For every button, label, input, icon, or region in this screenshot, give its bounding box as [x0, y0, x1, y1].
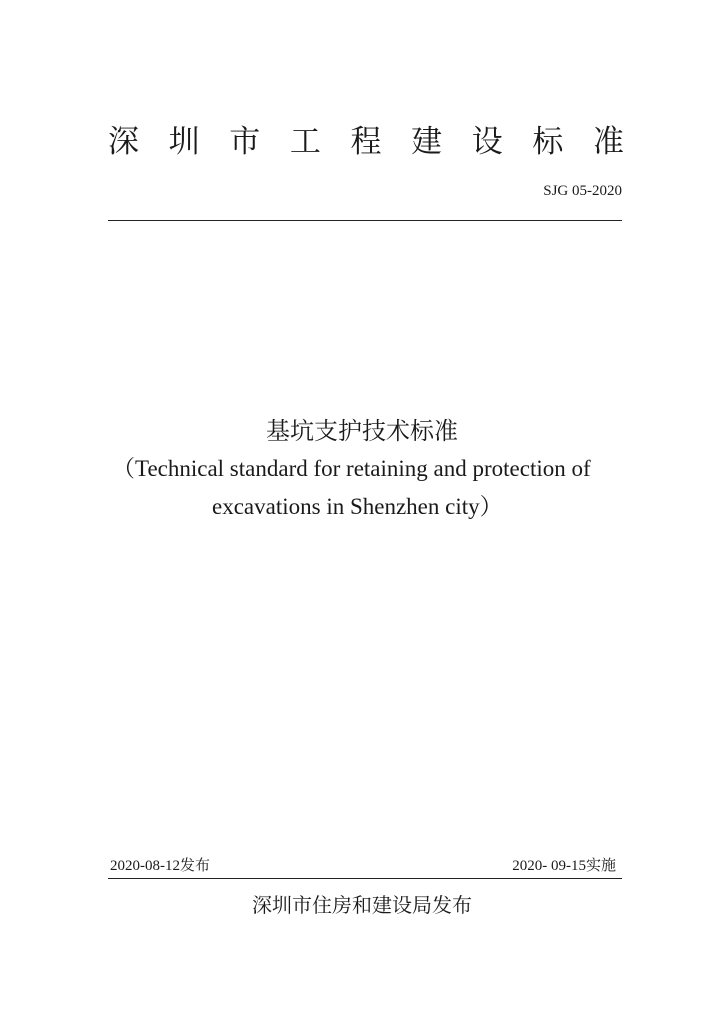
- series-title-char: 工: [289, 124, 321, 160]
- series-title-char: 建: [411, 124, 443, 160]
- header-divider: [108, 220, 622, 221]
- document-title-english-line-2: excavations in Shenzhen city）: [212, 494, 503, 519]
- series-title-char: 程: [350, 124, 382, 160]
- series-title-char: 深: [108, 124, 139, 160]
- publisher: 深圳市住房和建设局发布: [252, 893, 472, 917]
- document-title-english-line-1: （Technical standard for retaining and protection of: [112, 456, 591, 481]
- effective-date: 2020- 09-15实施: [512, 858, 616, 874]
- issue-date: 2020-08-12发布: [110, 858, 210, 874]
- document-title-chinese: 基坑支护技术标准: [266, 417, 458, 445]
- series-title-char: 市: [229, 124, 261, 160]
- series-title-char: 设: [471, 124, 503, 160]
- standard-code: SJG 05-2020: [543, 183, 622, 199]
- series-title-char: 准: [593, 124, 624, 160]
- series-title: [108, 122, 624, 162]
- footer-divider: [108, 878, 622, 879]
- series-title-char: 圳: [168, 124, 200, 160]
- series-title-char: 标: [532, 124, 564, 160]
